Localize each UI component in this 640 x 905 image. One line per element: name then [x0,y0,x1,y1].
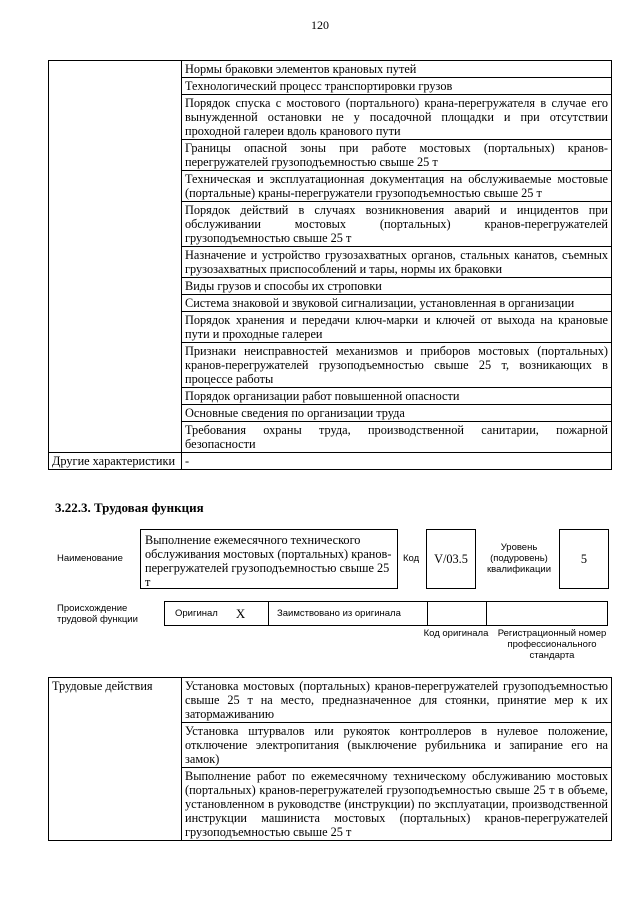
level-label: Уровень (подуровень) квалификации [486,542,552,575]
page-number: 120 [311,18,329,32]
table-row: Система знаковой и звуковой сигнализации, установленная в организации [182,295,612,312]
table-row: Признаки неисправностей механизмов и приборов мостовых (портальных) кранов-перегружателей грузоподъемностью свыше 25 т, возникающих в процессе работы [182,343,612,388]
origin-label: Происхождение трудовой функции [57,603,138,625]
table-row: Установка штурвалов или рукояток контроллеров в нулевое положение, отключение электропитания (выключение рубильника и запирание его на замок) [182,723,612,768]
table-row: Основные сведения по организации труда [182,405,612,422]
qualification-level-box: 5 [559,529,609,589]
table-row: Границы опасной зоны при работе мостовых (портальных) кранов-перегружателей грузоподъемностью свыше 25 т [182,140,612,171]
table-row: Выполнение работ по ежемесячному техническому обслуживанию мостовых (портальных) кранов-перегружателей грузоподъемностью свыше 25 т в объеме, установленном в руководстве (инструкции) по эксплуатации, производственной инструкции машиниста мостовых (портальных) кранов-перегружателей грузоподъемностью свыше 25 т [182,768,612,841]
borrowed-cell: Заимствовано из оригинала [268,601,428,626]
origin-row [165,601,610,626]
table-row: Установка мостовых (портальных) кранов-перегружателей грузоподъемностью свыше 25 т на место, предназначенное для стоянки, принятие мер к их затормаживанию [182,678,612,723]
code-label: Код [403,553,420,564]
table-row: Виды грузов и способы их строповки [182,278,612,295]
table-label-cell [49,61,182,453]
table-row: Назначение и устройство грузозахватных органов, стальных канатов, съемных грузозахватных приспособлений и тары, нормы их браковки [182,247,612,278]
registration-caption: Регистрационный номер профессионального стандарта [497,628,607,661]
original-code-cell [427,601,487,626]
table-row: Порядок организации работ повышенной опасности [182,388,612,405]
original-cell [164,601,269,626]
other-characteristics-value: - [182,453,612,470]
function-code-box: V/03.5 [426,529,476,589]
labor-actions-label: Трудовые действия [49,678,182,841]
other-characteristics-label: Другие характеристики [49,453,182,470]
section-title: 3.22.3. Трудовая функция [55,500,204,515]
registration-number-cell [486,601,608,626]
original-mark: X [235,605,246,621]
function-name-box: Выполнение ежемесячного технического обслуживания мостовых (портальных) кранов-перегружателей грузоподъемностью свыше 25 т [140,529,398,589]
name-label: Наименование [57,553,123,564]
original-label: Оригинал [175,608,218,619]
table-row: Порядок действий в случаях возникновения аварий и инцидентов при обслуживании мостовых (портальных) кранов-перегружателей грузоподъемностью свыше 25 т [182,202,612,247]
table-row: Технологический процесс транспортировки грузов [182,78,612,95]
table-row: Техническая и эксплуатационная документация на обслуживаемые мостовые (портальные) краны-перегружатели грузоподъемностью свыше 25 т [182,171,612,202]
table-row: Требования охраны труда, производственной санитарии, пожарной безопасности [182,422,612,453]
table-row: Порядок хранения и передачи ключ-марки и ключей от выхода на крановые пути и проходные галереи [182,312,612,343]
table-row: Нормы браковки элементов крановых путей [182,61,612,78]
code-original-caption: Код оригинала [423,628,489,639]
labor-actions-table [48,677,612,841]
table-row: Порядок спуска с мостового (портального) крана-перегружателя в случае его вынужденной остановки не у посадочной площадки и при отсутствии проходной галереи вдоль кранового пути [182,95,612,140]
knowledge-table [48,60,612,470]
